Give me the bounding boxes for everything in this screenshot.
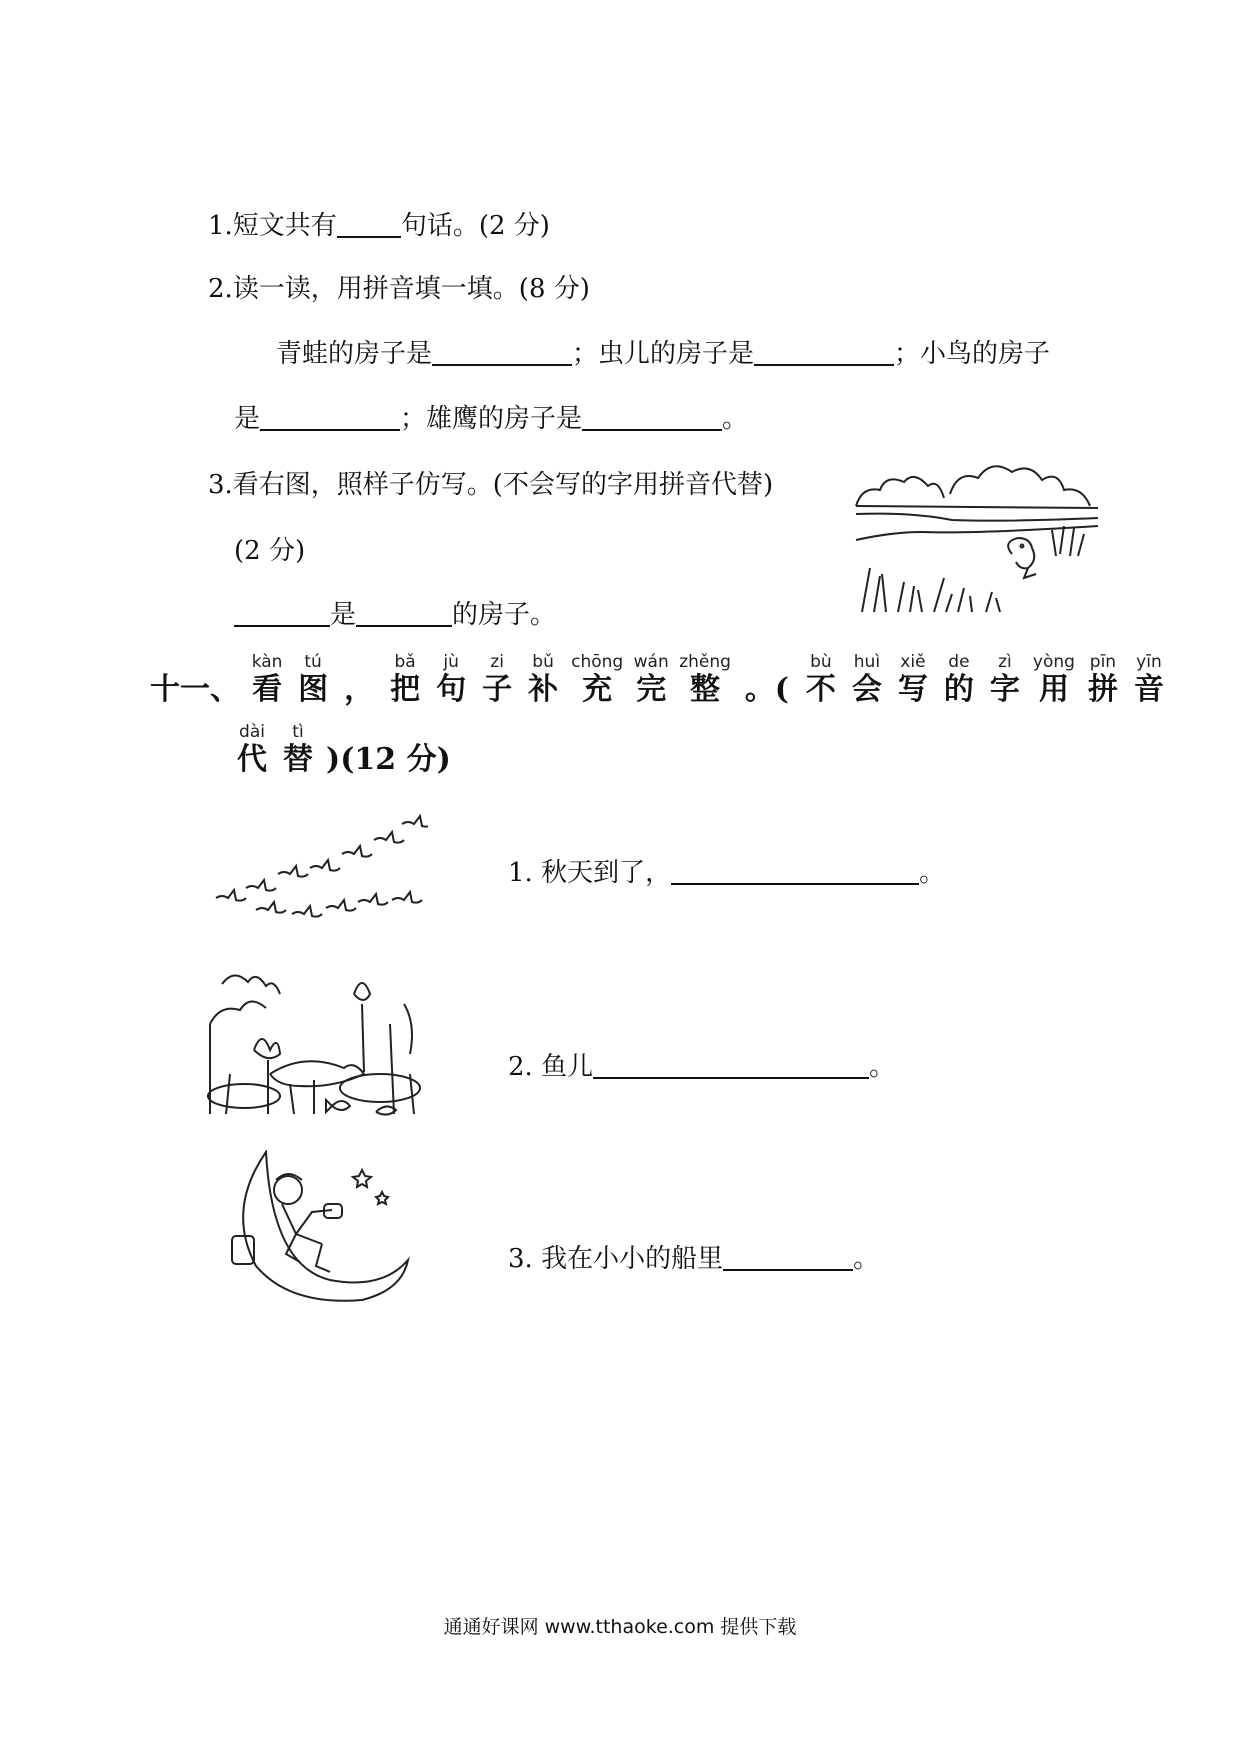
goose-shape — [392, 892, 422, 903]
pinyin-text: zi — [490, 652, 504, 672]
question-3-title: 3.看右图，照样子仿写。(不会写的字用拼音代替) — [208, 470, 774, 500]
pinyin-text: zì — [998, 652, 1012, 672]
pinyin-character — [479, 652, 515, 708]
item-1-end: 。 — [919, 858, 946, 888]
q2-eagle-text: ；雄鹰的房子是 — [400, 404, 583, 434]
item-1 — [508, 856, 945, 890]
q2-frog-text: 青蛙的房子是 — [276, 339, 433, 369]
hanzi-text: 不 — [805, 672, 836, 707]
answer-blank[interactable] — [593, 1051, 869, 1079]
hanzi-text: 代 — [237, 742, 267, 777]
pinyin-text: chōng — [571, 652, 624, 672]
pinyin-text: tú — [304, 652, 322, 672]
answer-blank[interactable] — [356, 599, 452, 627]
hanzi-text: 补 — [528, 672, 559, 707]
goose-shape — [256, 902, 286, 913]
pinyin-character — [280, 722, 316, 778]
hanzi-text: 的 — [943, 672, 974, 707]
item-2-text: 2. 鱼儿 — [508, 1052, 594, 1082]
hanzi-text: 充 — [582, 672, 613, 707]
footer-source: 通通好课网 www.tthaoke.com 提供下载 — [443, 1616, 797, 1638]
river-landscape-illustration — [852, 456, 1102, 612]
pinyin-character — [679, 652, 731, 708]
pinyin-text — [341, 652, 377, 672]
pinyin-character — [295, 652, 331, 708]
answer-blank[interactable] — [754, 338, 894, 366]
hanzi-text: ， — [344, 672, 375, 707]
question-2-line-2 — [234, 402, 748, 436]
goose-shape — [310, 860, 340, 871]
pinyin-character — [1033, 652, 1075, 708]
question-2-title: 2.读一读，用拼音填一填。(8 分) — [208, 274, 590, 304]
answer-blank[interactable] — [582, 403, 722, 431]
pinyin-text: bǎ — [394, 652, 416, 672]
pinyin-text: yòng — [1032, 652, 1075, 672]
boy-on-moon-illustration — [212, 1150, 412, 1306]
lotus-pond-illustration — [204, 964, 426, 1120]
pinyin-character — [741, 652, 793, 708]
pinyin-character — [341, 652, 377, 708]
goose-shape — [246, 880, 276, 891]
hanzi-text: 。( — [744, 672, 790, 707]
hanzi-text: 句 — [436, 672, 467, 707]
hanzi-text: 会 — [851, 672, 882, 707]
pinyin-character — [803, 652, 839, 708]
goose-shape — [216, 890, 246, 901]
pinyin-text: huì — [853, 652, 881, 672]
answer-blank[interactable] — [723, 1243, 853, 1271]
pinyin-text: kàn — [251, 652, 283, 672]
q2-bug-text: ；虫儿的房子是 — [572, 339, 755, 369]
question-3-answer-line — [234, 598, 556, 632]
hanzi-text: 把 — [390, 672, 421, 707]
pinyin-text: yīn — [1136, 652, 1162, 672]
goose-shape — [358, 894, 388, 905]
hanzi-text: 写 — [897, 672, 928, 707]
q3-is-text: 是 — [330, 600, 357, 630]
q2-bird-text: ；小鸟的房子 — [894, 339, 1051, 369]
pinyin-character — [849, 652, 885, 708]
pinyin-text: xiě — [900, 652, 926, 672]
goose-shape — [374, 832, 404, 843]
item-1-text: 1. 秋天到了， — [508, 858, 672, 888]
section-11-score: )(12 分) — [326, 742, 451, 777]
pinyin-character — [249, 652, 285, 708]
question-3-score: (2 分) — [234, 536, 306, 566]
pinyin-character — [525, 652, 561, 708]
answer-blank[interactable] — [234, 599, 330, 627]
q2-is-text: 是 — [234, 404, 261, 434]
question-1 — [208, 209, 550, 243]
pinyin-text: bǔ — [532, 652, 554, 672]
pinyin-character — [387, 652, 423, 708]
hanzi-text: 音 — [1133, 672, 1164, 707]
pinyin-character — [433, 652, 469, 708]
item-2-end: 。 — [869, 1052, 896, 1082]
hanzi-text: 完 — [636, 672, 667, 707]
pinyin-text: bù — [810, 652, 832, 672]
goose-shape — [402, 816, 428, 827]
hanzi-text: 整 — [690, 672, 721, 707]
answer-blank[interactable] — [671, 857, 919, 885]
pinyin-text: zhěng — [679, 652, 731, 672]
answer-blank[interactable] — [260, 403, 400, 431]
hanzi-text: 拼 — [1087, 672, 1118, 707]
flying-geese-illustration — [206, 810, 428, 922]
pinyin-character — [895, 652, 931, 708]
item-3-text: 3. 我在小小的船里 — [508, 1244, 724, 1274]
pinyin-character — [987, 652, 1023, 708]
pinyin-character — [1131, 652, 1167, 708]
section-number: 十一、 — [150, 672, 240, 707]
item-3 — [508, 1242, 879, 1276]
q1-text-pre: 1.短文共有 — [208, 211, 337, 241]
goose-shape — [342, 846, 372, 857]
goose-shape — [292, 906, 322, 917]
answer-blank[interactable] — [337, 210, 401, 238]
q2-end-text: 。 — [722, 404, 749, 434]
pinyin-character — [571, 652, 623, 708]
section-11-title-row-1 — [150, 652, 1177, 708]
pinyin-text: pīn — [1089, 652, 1117, 672]
pinyin-text: wán — [633, 652, 669, 672]
pinyin-text: jù — [443, 652, 459, 672]
pinyin-text — [741, 652, 793, 672]
hanzi-text: 字 — [989, 672, 1020, 707]
q1-text-post: 句话。(2 分) — [400, 211, 550, 241]
item-3-end: 。 — [853, 1244, 880, 1274]
q3-post-text: 的房子。 — [452, 600, 557, 630]
pinyin-text: de — [948, 652, 970, 672]
answer-blank[interactable] — [432, 338, 572, 366]
pinyin-character — [633, 652, 669, 708]
hanzi-text: 看 — [252, 672, 283, 707]
pinyin-text: dài — [239, 722, 265, 742]
goose-shape — [326, 900, 356, 911]
hanzi-text: 图 — [298, 672, 329, 707]
pinyin-text: tì — [292, 722, 304, 742]
goose-shape — [278, 866, 308, 877]
hanzi-text: 替 — [283, 742, 313, 777]
hanzi-text: 子 — [482, 672, 513, 707]
question-2-line-1 — [276, 337, 1050, 371]
pinyin-character — [941, 652, 977, 708]
item-2 — [508, 1050, 895, 1084]
hanzi-text: 用 — [1038, 672, 1069, 707]
pinyin-character — [234, 722, 270, 778]
pinyin-character — [1085, 652, 1121, 708]
section-11-title-row-2 — [234, 722, 451, 778]
